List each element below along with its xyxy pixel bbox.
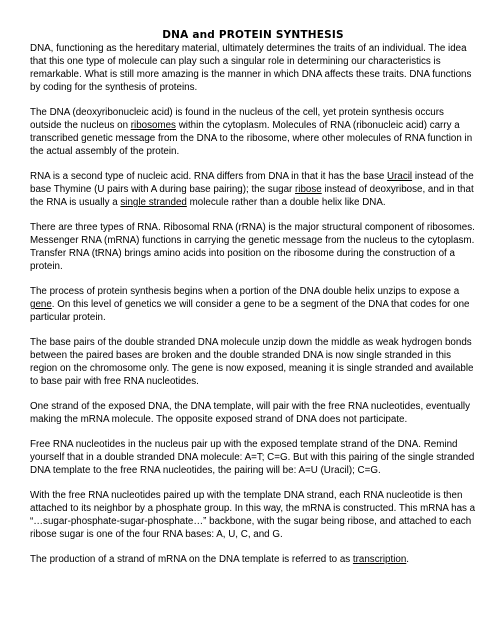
- paragraph-pairing: Free RNA nucleotides in the nucleus pair up with the exposed template strand of the DNA. Remind yourself that in a double stranded DNA molecule: A=T; C=G. But with this pairing of the single stranded DNA template to the free RNA nucleotides, the pairing will be: A=U (Uracil); C=G.: [30, 439, 475, 476]
- document-page: [30, 28, 476, 578]
- text-segment: The production of a strand of mRNA on the DNA template is referred to as: [30, 554, 353, 565]
- paragraph-rna-types: There are three types of RNA. Ribosomal RNA (rRNA) is the major structural component of ribosomes. Messenger RNA (mRNA) functions in carrying the genetic message from the nucleus to the cytoplasm. Transfer RNA (tRNA) brings amino acids into position on the ribosome during the construction of a protein.: [30, 222, 475, 272]
- paragraph-mrna-backbone: With the free RNA nucleotides paired up with the template DNA strand, each RNA nucleotide is then attached to its neighbor by a phosphate group. In this way, the mRNA is constructed. This mRNA has a “…sugar-phosphate-sugar-phosphate…” backbone, with the sugar being ribose, and attached to each ribose sugar is one of the four RNA bases: A, U, C, and G.: [30, 490, 476, 540]
- text-segment: instead of the base Thymine (U pairs with A during base pairing); the sugar: [30, 171, 474, 195]
- term-gene: gene: [30, 299, 52, 310]
- term-transcription: transcription: [352, 554, 407, 565]
- text-segment: RNA is a second type of nucleic acid. RNA differs from DNA in that it has the base: [30, 171, 388, 182]
- text-segment: . On this level of genetics we will consider a gene to be a segment of the DNA that codes for one particular protein.: [30, 299, 470, 323]
- text-segment: within the cytoplasm. Molecules of RNA (ribonucleic acid) carry a transcribed genetic message from the DNA to the ribosome, where other molecules of RNA function in the actual assembly of the protein.: [30, 120, 473, 157]
- document-title: DNA and PROTEIN SYNTHESIS: [162, 29, 344, 41]
- paragraph-transcription: [30, 553, 476, 566]
- paragraph-rna-differences: [30, 170, 476, 209]
- text-segment: The DNA (deoxyribonucleic acid) is found in the nucleus of the cell, yet protein synthesis occurs outside the nucleus on: [30, 107, 444, 131]
- term-uracil: Uracil: [387, 171, 413, 182]
- text-segment: molecule rather than a double helix like DNA.: [186, 197, 386, 208]
- term-single-stranded: single stranded: [120, 197, 187, 208]
- paragraph-template: One strand of the exposed DNA, the DNA template, will pair with the free RNA nucleotides, eventually making the mRNA molecule. The opposite exposed strand of DNA does not participate.: [30, 401, 470, 425]
- paragraph-dna-location: [30, 106, 476, 158]
- text-segment: instead of deoxyribose, and in that the RNA is usually a: [30, 184, 474, 208]
- paragraph-intro: DNA, functioning as the hereditary material, ultimately determines the traits of an individual. The idea that this one type of molecule can play such a singular role in determining our characteristics is remarkable. What is still more amazing is the manner in which DNA affects these traits. DNA functions by coding for the synthesis of proteins.: [30, 43, 472, 93]
- paragraph-gene: [30, 285, 476, 324]
- text-segment: The process of protein synthesis begins when a portion of the DNA double helix unzips to expose a: [30, 286, 460, 297]
- paragraph-unzip: The base pairs of the double stranded DNA molecule unzip down the middle as weak hydrogen bonds between the paired bases are broken and the double stranded DNA is now single stranded in this region on the chromosome only. The gene is now exposed, meaning it is single stranded and available to base pair with free RNA nucleotides.: [30, 337, 474, 387]
- term-ribosomes: ribosomes: [130, 120, 176, 131]
- term-ribose: ribose: [295, 184, 322, 195]
- text-segment: .: [406, 554, 410, 565]
